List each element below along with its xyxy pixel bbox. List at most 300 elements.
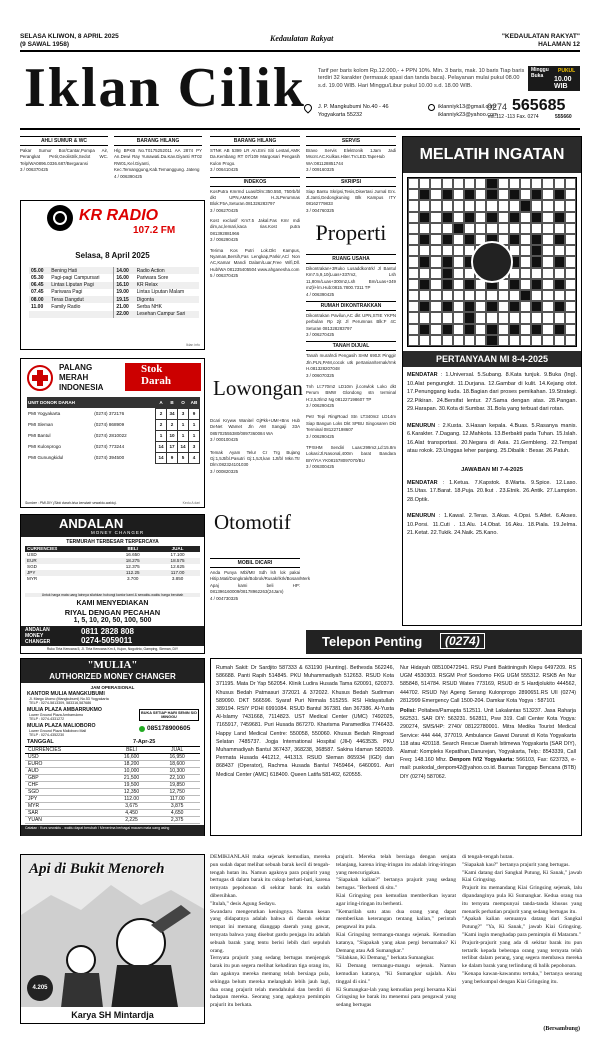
andalan-name: ANDALAN [59, 516, 124, 531]
crossword-cell [430, 245, 441, 256]
masthead: Kedaulatan Rakyat [270, 34, 334, 43]
crossword-cell [554, 245, 565, 256]
stock-count: 5 [178, 452, 189, 463]
crossword-cell [419, 200, 430, 211]
ad-code: 4 / 006390425 [306, 291, 335, 297]
crossword-cell [498, 200, 509, 211]
sell-rate: 18.575 [170, 557, 185, 563]
category-skripsi: SKRIPSI [306, 177, 396, 187]
crossword-cell [442, 324, 453, 335]
stock-count: 9 [189, 408, 200, 419]
category-mobil-dicari: MOBIL DICARI [210, 558, 300, 568]
schedule-program: Lesehan Campur Sari [136, 311, 186, 317]
properti-heading: Properti [315, 220, 387, 245]
across-text: : 1.Universal. 5.Subang. 8.Kata tunjuk. 9.Buka (Ing). 10.Alat pengungkit. 11.Durjana. 12.Gambar di kulit. 14.Kejang otot. 17.Penunggang kuda. 18.Bagian dari proses pemikahan. 19.Strategi. 22.Pikiran. 24.Bersifat lentur. 27.Sama dengan atas. 28.Pangan. 29.Harapan. 30.Kota di Sumbar. 31.Bola yang terbuat dari rotan. [407, 372, 577, 413]
crossword-cell [520, 256, 531, 267]
unit-name: PMI Gunungkidul [28, 455, 64, 460]
unit-phone: (0274) 868909 [94, 422, 125, 427]
clues-across [407, 371, 577, 414]
unit-phone: (0274) 2810022 [94, 433, 127, 438]
crossword-cell [464, 335, 475, 346]
crossword-cell [565, 245, 576, 256]
crossword-cell [509, 324, 520, 335]
address-line1: J. P. Mangkubumi No.40 - 46 [318, 104, 389, 110]
buy-rate: 19,500 [123, 782, 140, 788]
crossword-cell [408, 178, 419, 189]
crossword-title: MELATIH INGATAN [403, 137, 581, 173]
clues [407, 371, 577, 538]
crossword-cell [542, 279, 553, 290]
crossword-cell [565, 268, 576, 279]
buy-rate: 18.275 [125, 557, 140, 563]
crossword-cell [486, 223, 497, 234]
sell-rate: 12,750 [169, 789, 185, 795]
crossword-cell [453, 301, 464, 312]
crossword-cell [408, 256, 419, 267]
category-rumah-dikontrakkan: RUMAH DIKONTRAKKAN [306, 301, 396, 311]
crossword-cell [520, 245, 531, 256]
andalan-promo-3: 1, 5, 10, 20, 50, 100, 500 [73, 617, 152, 624]
email-icon [428, 104, 435, 111]
mulia-note: Catatan : Kurs sewaktu - waktu dapat berubah / Menerima berbagai macam mata uang asing [21, 825, 204, 836]
crossword-cell [408, 301, 419, 312]
otomotif-heading: Otomotif [214, 510, 291, 534]
unit-phone: (0274) 773244 [94, 444, 125, 449]
crossword-cell [565, 178, 576, 189]
crossword-cell [531, 223, 542, 234]
stock-count: 10 [167, 430, 178, 441]
andalan-phone-2: 0274-5059011 [81, 636, 133, 645]
ad-code: 3 / 006270425 [306, 332, 335, 337]
crossword-cell [542, 245, 553, 256]
schedule-row [29, 303, 199, 310]
crossword-cell [464, 234, 475, 245]
crossword-cell [565, 256, 576, 267]
sunday-hours: 10.00 WIB [554, 76, 572, 90]
mulia-date: 7-Apr-25 [133, 739, 156, 745]
crossword-cell [531, 279, 542, 290]
sell-rate: 19,850 [169, 782, 185, 788]
stock-count: 4 [189, 452, 200, 463]
ad-code: 3 / 006290425 [210, 237, 239, 243]
stock-count: 1 [156, 430, 167, 441]
crossword-cell [408, 324, 419, 335]
crossword-cell [475, 212, 486, 223]
mulia-hours: JAM OPERASIONAL [90, 685, 135, 690]
unit-name: PMI Bantul [28, 433, 51, 438]
rate-row [25, 789, 200, 796]
andalan-head-currency: CURRENCIES [27, 546, 58, 551]
pmi-title-2: MERAH [59, 373, 89, 382]
sunday-badge [528, 66, 580, 91]
schedule-time: 19.00 [116, 289, 129, 296]
mulia-office-1-addr: Jl. Margo Utomo (Mangkubumi) No.53 Yogyakarta [29, 697, 109, 701]
tariff-info: Tarif per baris kolom Rp.12.000,- + PPN 10%. Min. 3 baris, mak. 10 baris Tiap baris terdiri 32 karakter (termasuk spasi dan tanda baca). Pelayanan mulai pukul 08.00 s.d. 19.00 WIB. Hari Minggu/Libur pukul 10.00 s.d. 18.00 WIB. [318, 68, 525, 89]
ans-down-text: : 1.Kawal. 2.Teras. 3.Akas. 4.Opsi. 5.Atlet. 6.Akses. 10.Porsi. 11.Cuti . 13.Alu. 14.Obat. 16.Aku. 18.Piala. 19.Jelma. 21.Ketat. 22.Tukik. 24.Naik. 25.Kano. [407, 513, 577, 537]
buy-rate: 3,675 [125, 803, 138, 809]
address-line2: Yogyakarta 55232 [318, 112, 363, 118]
crossword-cell [453, 312, 464, 323]
column-3 [210, 136, 300, 279]
buy-rate: 21,500 [123, 775, 140, 781]
category-ruang-usaha: RUANG USAHA [306, 254, 396, 264]
rate-row [25, 810, 200, 817]
ad-code: 3 / 006070325 [306, 372, 335, 378]
schedule-program: Digonta [136, 296, 154, 303]
header-o: O [181, 399, 185, 405]
pmi-source: Sumber : PMI DIY (Stok darah bisa berubah sewaktu-waktu). [25, 501, 117, 505]
ad-code: 3 / 006290425 [306, 403, 335, 408]
classified-ad: Dikontrakan Pavilun,AC dkt UPN,STIE YKPN perbulan Rp 2jt Jl Perumnas Blk:F 4C Seturan 081328283797 [306, 312, 396, 331]
schedule-row [29, 267, 199, 274]
crossword-cell [520, 279, 531, 290]
mulia-office-2-tel: TELP : 0274-4331272 [29, 717, 65, 721]
crossword-cell [509, 312, 520, 323]
unit-name: PMI Sleman [28, 422, 54, 427]
crossword-cell [453, 200, 464, 211]
crossword-cell [442, 312, 453, 323]
ad-code: 3 / 000820325 [210, 468, 239, 474]
andalan-promo-2: RIYAL DENGAN PECAHAN [64, 608, 161, 617]
crossword-cell [520, 312, 531, 323]
stock-count: 14 [156, 452, 167, 463]
schedule-time: 22.00 [116, 311, 129, 317]
crossword-cell [475, 223, 486, 234]
crossword-cell [520, 223, 531, 234]
crossword-cell [542, 312, 553, 323]
crossword-cell [408, 312, 419, 323]
crossword-cell [542, 324, 553, 335]
classified-ad: TP!SHM Sendiri Luas:299m2,Ld:15.8m Lokasi:Jl.Nasonal,400m barat Bandara BIY/YIA YK081578097070/BU [306, 444, 396, 463]
crossword-cell [408, 234, 419, 245]
crossword-cell [509, 234, 520, 245]
schedule-row [29, 289, 199, 296]
crossword-cell [419, 212, 430, 223]
currency: JPY [27, 569, 36, 575]
radio-date: Selasa, 8 April 2025 [75, 251, 150, 260]
andalan-contact-1: ANDALAN [25, 627, 50, 633]
crossword-cell [542, 223, 553, 234]
category-indekos: INDEKOS [210, 177, 300, 187]
crossword-cell [486, 301, 497, 312]
crossword-cell [442, 178, 453, 189]
sell-rate: 117.00 [170, 569, 185, 575]
crossword-cell [542, 212, 553, 223]
mulia-office-3-tel: TELP : 0274-4352230 [29, 733, 65, 737]
sunday-label: Minggu Buka [531, 67, 549, 79]
stock-count: 1 [178, 430, 189, 441]
classified-ad: Siap Bantu Skripsi,Tesis,Disertasi Jurnal Erx. Jl.Janti,Gedongkuning Blk Kampus ITY 08162779833 [306, 188, 396, 207]
crossword-cell [464, 178, 475, 189]
crossword-cell [498, 178, 509, 189]
telepon-right [400, 664, 576, 781]
banner-rule [20, 128, 580, 130]
crossword-cell [419, 234, 430, 245]
schedule-program: Radio Action [136, 267, 165, 274]
unit-phone: (0274) 372176 [94, 411, 125, 416]
category-servis: SERVIS [306, 136, 396, 146]
crossword-cell [542, 189, 553, 200]
ans-across-text: : 1.Ketua. 7.Kapstok. 8.Warta. 9.Spice. 12.Laso. 15.Utas. 17.Barat. 18.Puja. 20.Ikut . 23.Etnik. 26.Antik. 27.Lampion. 28.Optik. [407, 479, 577, 503]
comic-episode: 4.205 [27, 975, 53, 1001]
crossword-cell [565, 212, 576, 223]
classified-ad: Temak Ayam Telur Cr Trg Bujang Gj:1,5Jt/bl.Pasutri Gj:1,5Jt,kan 1Jt/bl Mkn.Ttr Dlm:082324101030 [210, 449, 300, 468]
crossword-cell [430, 268, 441, 279]
mulia-open-badge: BUKA SETIAP HARI SENIN S/D MINGGU [139, 709, 199, 721]
currency: CHF [28, 782, 39, 788]
crossword-cell [554, 234, 565, 245]
crossword-cell [408, 212, 419, 223]
crossword-cell [565, 223, 576, 234]
classified-ad: Dikontrakan+3Ruko Lusaddkontrk/ Jl Bantul Km7.5,9,10(Luas+337m2, Lsh 11,80m/Luas+300m2,Lsh Bm/Luas+349 m2)l+lm.Hub:0815.7800.7311 TP [306, 266, 396, 291]
currency: MYR [28, 803, 40, 809]
crossword-cell [565, 200, 576, 211]
crossword-cell [453, 324, 464, 335]
sell-rate: 2,375 [170, 817, 184, 823]
category-ahli-sumur: AHLI SUMUR & WC [20, 136, 108, 146]
mulia-head-sell: JUAL [171, 747, 184, 753]
blood-stock-row [27, 430, 200, 441]
sunday-label2: PUKUL [558, 68, 576, 74]
crossword-cell [430, 200, 441, 211]
crossword-cell [542, 256, 553, 267]
crossword-cell [520, 212, 531, 223]
rate-row [25, 576, 200, 582]
schedule-time: 05.00 [31, 267, 44, 274]
stok-darah-badge [125, 363, 201, 391]
crossword-cell [430, 256, 441, 267]
clues-down [407, 422, 577, 456]
currency: SAR [28, 810, 39, 816]
buy-rate: 12,350 [123, 789, 140, 795]
stock-count: 34 [167, 408, 178, 419]
buy-rate: 10,000 [123, 768, 140, 774]
classified-ad: Tanah murah!di Pengasih SHM 690Jt Pinggir Jln.PLN,PAM,cocok utk pertanian/ternak/rmk H.081328207048 [306, 353, 396, 372]
ad-code: 3 / 006300425 [306, 464, 335, 469]
crossword-cell [542, 301, 553, 312]
crossword-cell [408, 268, 419, 279]
crossword-cell [442, 234, 453, 245]
classified-ad: STNK AB 5399 LR An.Emi Siti Lestari,AMK Da.Kembang RT 07/109 Margosari Pengasih Kulon Progo. [210, 148, 300, 166]
story-text-1: DEMIKIANLAH maka sejenak kemudian, mereka pun sudah dapat melihat sebuah barak kecil di tengah-tengah hutan itu. Namun agaknya para prajurit yang bertugas di dalam barak itu cukup berhati-hati, karena ternyata pepohonan di sekitar barak itu sudah dibersihkan. "Itulah," desis Agung Sedayu. Swandaru mengerutkan keningnya. Namun kesan yang didapatnya adalah bahwa di daerah sekitar tempat ini memang dianggap daerah yang gawat, ternyata bahwa yang disebut gardu penjaga itu adalah sebuah barak yang tentu berisi lebih dari sepuluh orang. Ternyata prajurit yang sedang bertugas menjenguk barak itu pun segera melihat kehadiran tiga orang itu, dan agaknya mereka memang telah bersiaga pula, sehingga belum mereka melangkah lebih jauh lagi, dua orang prajurit telah mendahului dan berdiri di hadapan mereka. Seorang yang agaknya pemimpin prajurit itu berkata. [210, 854, 330, 1009]
crossword-cell [430, 312, 441, 323]
radio-name: KR RADIO [79, 207, 159, 224]
andalan-contact [21, 626, 204, 646]
crossword-cell [453, 256, 464, 267]
police-label: Polisi: [400, 708, 416, 715]
schedule-program: Pariwara Pagi [49, 289, 114, 296]
stock-count: 14 [178, 441, 189, 452]
whatsapp-icon [139, 726, 145, 732]
telepon-left [216, 664, 394, 779]
crossword-cell [430, 335, 441, 346]
crossword-cell [565, 301, 576, 312]
lowongan-heading: Lowongan [213, 376, 303, 400]
crossword-cell [554, 212, 565, 223]
mulia-sub: AUTHORIZED MONEY CHANGER [49, 672, 176, 681]
crossword-cell [554, 312, 565, 323]
crossword-cell [554, 324, 565, 335]
answers-title: JAWABAN MI 7-4-2025 [461, 466, 523, 473]
sell-rate: 16,950 [169, 754, 185, 760]
sell-rate: 4,650 [170, 810, 184, 816]
crossword-cell [486, 189, 497, 200]
crossword-cell [442, 335, 453, 346]
schedule-time: 21.00 [116, 303, 129, 310]
crossword-cell [554, 335, 565, 346]
section-title: Iklan Cilik [24, 57, 306, 119]
crossword-cell [430, 290, 441, 301]
crossword-section [402, 136, 582, 626]
schedule-program: Bening Hati [49, 267, 114, 274]
crossword-cell [442, 245, 453, 256]
mulia-date-label: TANGGAL [27, 739, 54, 745]
crossword-cell [453, 245, 464, 256]
schedule-time: 08.00 [31, 296, 44, 303]
crossword-cell [453, 189, 464, 200]
crossword-cell [475, 335, 486, 346]
crossword-cell [475, 290, 486, 301]
crossword-cell [408, 290, 419, 301]
mulia-head-currency: CURRENCIES [28, 747, 62, 753]
currency: USD [28, 754, 39, 760]
crossword-cell [442, 268, 453, 279]
denpom-text: 566103, Fax: 623733, e-mail: puskodal_denpom42@yahoo.co.id. Basnas Tanggap Bencana (BTB) DIY (0274) 587062. [400, 757, 576, 780]
rate-row [25, 754, 200, 761]
crossword-cell [486, 290, 497, 301]
ad-code: 4 / 004730325 [210, 595, 239, 601]
mulia-office-1-tel: TELP : 0274-5813309, 583316,587686 [29, 701, 92, 705]
crossword-cell [520, 200, 531, 211]
schedule-program [49, 311, 114, 318]
sell-rate: 18,600 [169, 761, 185, 767]
across-label: MENDATAR [407, 372, 438, 378]
rate-row [25, 803, 200, 810]
stock-count: 2 [156, 408, 167, 419]
schedule-program: Serba NHK [136, 303, 162, 310]
category-barang-hilang: BARANG HILANG [114, 136, 202, 146]
ans-down-label: MENURUN [407, 513, 436, 520]
crossword-cell [408, 189, 419, 200]
crossword-cell [419, 256, 430, 267]
down-label: MENURUN [407, 422, 436, 429]
category-barang-hilang-2: BARANG HILANG [210, 136, 300, 146]
currency: SGD [27, 563, 37, 569]
crossword-cell [408, 279, 419, 290]
andalan-sub: MONEY CHANGER [91, 530, 145, 535]
crossword-cell [442, 223, 453, 234]
radio-schedule [29, 267, 199, 318]
crossword-cell [498, 324, 509, 335]
publication-name: "KEDAULATAN RAKYAT" [501, 33, 580, 40]
crossword-cell [453, 290, 464, 301]
pmi-footer-right: Kedu A dari [182, 501, 200, 505]
crossword-cell [498, 189, 509, 200]
ad-code: 3 / 000100425 [210, 437, 239, 443]
crossword-cell [453, 178, 464, 189]
crossword-cell [464, 324, 475, 335]
buy-rate: 3.700 [126, 575, 139, 581]
story-text-3: di tengah-tengah hutan. "Siapakah kau?" bertanya prajurit yang bertugas. "Kami datang dari Sangkal Putung, Ki Sanak," jawab Kiai Gringsing. Prajurit itu memandang Kiai Gringsing sejenak, lalu dipandanginya pula Ki Sumangkar. Kedua orang tua itu ternyata mempunyai tanda-tanda khusus yang menarik perhatian prajurit yang sedang bertugas itu. "Apakah kalian semuanya datang dari Sangkal Putung?" "Ya, Ki Sanak," jawab Kiai Gringsing. "Kami ingin menghadap para pemimpin di Mataram." Prajurit-prajurit yang ada di sekitar barak itu pun tertarik kepada beberapa orang yang ternyata telah terlibat dalam perang, yang segera membawa mereka ke dalam barak yang terlindung di balik pepohonan. "Kenapa kawan-kawanmu tertuka," bertanya seorang yang berkumpul dengan Kiai Gringsing itu. [462, 854, 582, 985]
mulia-office-1: KANTOR MULIA MANGKUBUMI [27, 691, 105, 697]
crossword-cell [430, 324, 441, 335]
crossword-cell [498, 223, 509, 234]
crossword-cell [442, 256, 453, 267]
answers-across [407, 479, 577, 505]
blood-stock-row [27, 419, 200, 430]
crossword-cell [464, 290, 475, 301]
story-text-2: prajurit. Mereka telah bersiaga dengan senjata telanjang, karena iring-iringan itu adalah iring-iringan yang mencurigakan. "Siapakah kalian?" bertanya prajurit yang sedang bertugas. "Berhenti di situ." Kiai Gringsing pun kemudian memberikan isyarat agar iring-iringan itu berhenti. "Kemarilah satu atau dua orang yang dapat memberikan keterangan tentang kalian," perintah pengawal itu pula. Kiai Gringsing termangu-mangu sejenak. Kemudian katanya, "Siapakah yang akan pergi bersamaku? Ki Demang atau Adi Sumangkar." "Silahkan, Ki Demang," berkata Sumangkar. Ki Demang termangu-mangu sejenak. Namun kemudian katanya, "Ki Sumangkar sajalah. Aku tinggal di sini." Ki Sumangkar-lah yang kemudian pergi bersama Kiai Gringsing ke barak itu menemui para pengawal yang sedang bertugas [336, 854, 456, 1009]
date-line: SELASA KLIWON, 8 APRIL 2025 [20, 33, 119, 40]
crossword-cell [419, 178, 430, 189]
stock-count: 2 [156, 419, 167, 430]
crossword-cell [531, 324, 542, 335]
classified-ad: Dcari Kryww Wanitel GjPkk+UMr+Bns Hub DeNet Wamet Jln AM Sangaji 33A 085702555380/0897360084 WA [210, 418, 300, 436]
crossword-cell [464, 279, 475, 290]
classified-ad: Pakar Sumur Bor/Cantar,Pompa Air, Perangkat Petir,Geolistrik,Sedot WC. Telp/WA0896.0336.687/Bergaransi [20, 148, 108, 166]
answers-down [407, 512, 577, 538]
schedule-time: 19.15 [116, 296, 129, 303]
classified-ad: Hlg BPKB No.T0175252011 AA 2874 PY An.Dewi Ray Yunawati.Da.Kav.Giyanti RT02 RW01,Kel.Giyanti, Kec.Temanggung,Kab.Temanggung. Jateng [114, 148, 202, 173]
sell-rate: 10,300 [169, 768, 185, 774]
classified-ad: Terima Kos Putri Lok.Dkt Kampus, Nyaman,Bersih,Fas Lengkap,Parkir,AC/ Non AC,Kamar Mandi Dalam/Luar,Free Wifi,Dll. Hub/WA 081235405504 www.ahganesha.com [210, 247, 300, 272]
crossword-cell [475, 324, 486, 335]
story-column-2 [336, 854, 456, 1034]
crossword-cell [475, 189, 486, 200]
crossword-cell [520, 234, 531, 245]
crossword-cell [419, 223, 430, 234]
crossword-cell [565, 189, 576, 200]
schedule-row [29, 282, 199, 289]
pmi-blood-stock [20, 358, 205, 508]
crossword-cell [509, 335, 520, 346]
story-column-1 [210, 854, 330, 1034]
crossword-cell [531, 312, 542, 323]
ad-code: 3 / 006290425 [306, 433, 335, 439]
crossword-cell [475, 312, 486, 323]
telepon-police [400, 707, 576, 781]
header-a: A [159, 399, 163, 405]
classified-ad: KosPutra Kmrmd Luas/Dlm:350.550, 750rb/bl dkt UPN,AMIKOM H.JLPerumnas Blok:F5A,Seturan.081326283797 [210, 188, 300, 207]
andalan-head-buy: BELI [127, 546, 138, 551]
schedule-time: 06.45 [31, 282, 44, 288]
crossword-logo [471, 241, 513, 283]
crossword-cell [419, 312, 430, 323]
column-4 [306, 136, 396, 470]
telepon-area-code: (0274) [440, 633, 485, 649]
crossword-cell [442, 189, 453, 200]
fax-number: 555660 [555, 114, 572, 120]
buy-rate: 112.00 [124, 796, 139, 802]
crossword-cell [565, 290, 576, 301]
andalan-contact-3: CHANGER [25, 639, 51, 645]
crossword-cell [509, 212, 520, 223]
ad-code: 4 / 006390425 [114, 173, 143, 179]
crossword-cell [509, 301, 520, 312]
police-text: Poltabes/Pamapta 512511. Unit Lakalantas 513237. Jasa Raharja 562531. SAR DIY: 563231. 562811, Psw 319. Call Center Kota Yogya: 290274, SMS/HP: 2740/ 08122780001. Mitra Medika Tourist Medical Service: 444 444, 377019. Ambulance Gawat Darurat di Kota Yogyakarta 118 atau 420118. Search Rescue Daerah Istimewa Yogyakarta (SAR DIY), Alamat: Kompleks Kepatihan,Danurejan, Yogyakarta, Telp.: 8543339, Call Freq: 148.160 Mhz. [400, 708, 576, 764]
unit-name: PMI Yogyakarta [28, 411, 61, 416]
crossword-cell [509, 223, 520, 234]
story-continued: (Bersambung) [543, 1026, 580, 1032]
schedule-time: 14.00 [116, 267, 129, 274]
crossword-cell [520, 178, 531, 189]
down-text: : 2.Kusta. 3.Hasan kepala. 4.Buas. 5.Rasanya manis. 6.Karakter. 7.Dagang. 12.Mahkota. 13.Berbakti pada Tuhan. 15.Islah. 16.Alat transportasi. 20.Negara di Asia. 21.Gembleng. 22.Tempat atau rokok. 23.Unggas leher panjang. 25.Dibalik : Besar. 26.Patuh. [407, 422, 578, 455]
crossword-cell [565, 234, 576, 245]
schedule-row [29, 296, 199, 303]
crossword-cell [419, 279, 430, 290]
main-phone: 565685 [512, 97, 566, 114]
crossword-cell [419, 335, 430, 346]
